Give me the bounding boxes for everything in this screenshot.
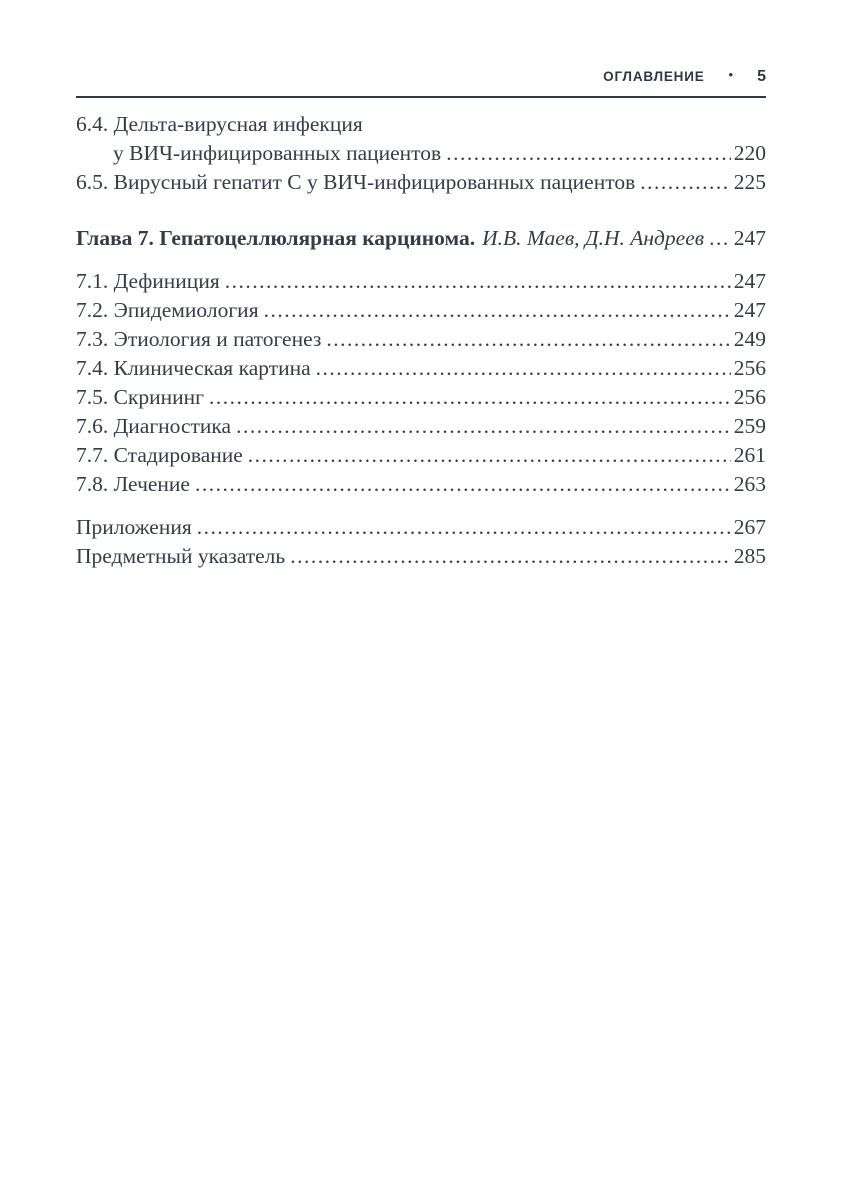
toc-entry-page: 247	[733, 298, 766, 322]
toc-entry-6-4	[76, 110, 766, 168]
toc-entry-title: 7.6. Диагностика	[76, 414, 232, 438]
toc-chapter-title	[76, 224, 704, 253]
dot-leader	[640, 168, 731, 197]
toc-entry-title: Предметный указатель	[76, 544, 286, 568]
toc-entry-title: 7.7. Стадирование	[76, 443, 243, 467]
toc-entry-page: 256	[733, 356, 766, 380]
toc-entry-page: 225	[733, 170, 766, 194]
table-of-contents	[76, 110, 766, 571]
dot-leader	[195, 470, 731, 499]
toc-entry-7-4	[76, 354, 766, 383]
toc-entry-appendix	[76, 513, 766, 542]
toc-entry-title: 7.4. Клиническая картина	[76, 356, 311, 380]
toc-entry-7-2	[76, 296, 766, 325]
toc-entry-7-8	[76, 470, 766, 499]
toc-entry-page: 220	[733, 141, 766, 165]
toc-entry-title-continuation: у ВИЧ-инфицированных пациентов	[113, 141, 442, 165]
toc-entry-page: 249	[733, 327, 766, 351]
toc-entry-page: 247	[733, 269, 766, 293]
toc-entry-page: 285	[733, 544, 766, 568]
toc-entry-title: Приложения	[76, 515, 192, 539]
toc-entry-subject-index	[76, 542, 766, 571]
dot-leader	[236, 412, 731, 441]
toc-entry-7-6	[76, 412, 766, 441]
toc-entry-title: 7.5. Скрининг	[76, 385, 205, 409]
toc-entry-page: 261	[733, 443, 766, 467]
toc-entry-7-1	[76, 267, 766, 296]
toc-entry-title: 6.5. Вирусный гепатит С у ВИЧ-инфицированных пациентов	[76, 170, 636, 194]
dot-leader	[197, 513, 731, 542]
toc-entry-title: 7.3. Этиология и патогенез	[76, 327, 322, 351]
toc-entry-chapter-7	[76, 224, 766, 253]
chapter-title-text: Глава 7. Гепатоцеллюлярная карцинома.	[76, 226, 476, 250]
running-head	[76, 68, 766, 98]
dot-leader	[264, 296, 731, 325]
page-number: 5	[757, 68, 766, 85]
toc-entry-6-5	[76, 168, 766, 197]
toc-entry-title: 6.4. Дельта-вирусная инфекция	[76, 112, 363, 136]
chapter-authors: И.В. Маев, Д.Н. Андреев	[482, 226, 705, 250]
toc-entry-page: 256	[733, 385, 766, 409]
bullet-separator-icon: •	[728, 67, 734, 82]
toc-entry-title: 7.1. Дефиниция	[76, 269, 220, 293]
toc-entry-7-3	[76, 325, 766, 354]
toc-entry-page: 247	[733, 226, 766, 250]
dot-leader	[446, 139, 731, 168]
dot-leader	[248, 441, 731, 470]
running-head-title: ОГЛАВЛЕНИЕ	[603, 69, 705, 84]
dot-leader	[225, 267, 731, 296]
dot-leader	[290, 542, 731, 571]
dot-leader	[316, 354, 731, 383]
dot-leader	[326, 325, 730, 354]
page-content	[76, 68, 766, 571]
toc-entry-title: 7.2. Эпидемиология	[76, 298, 259, 322]
dot-leader	[709, 224, 731, 253]
toc-entry-page: 267	[733, 515, 766, 539]
dot-leader	[209, 383, 731, 412]
toc-entry-continuation	[76, 139, 766, 168]
toc-entry-7-5	[76, 383, 766, 412]
toc-entry-7-7	[76, 441, 766, 470]
toc-entry-title: 7.8. Лечение	[76, 472, 190, 496]
toc-entry-page: 263	[733, 472, 766, 496]
toc-entry-page: 259	[733, 414, 766, 438]
